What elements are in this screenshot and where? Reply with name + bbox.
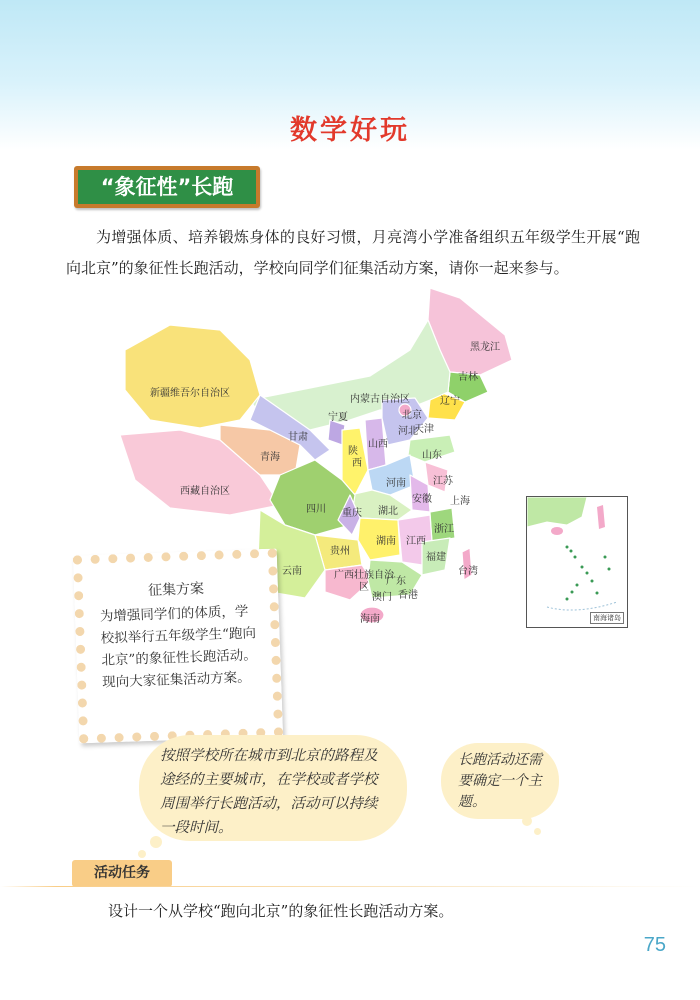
thought-dot: [138, 850, 146, 858]
map-label: 江西: [406, 536, 426, 547]
map-label: 西: [352, 458, 362, 469]
map-label: 海南: [360, 614, 380, 625]
map-label: 河北: [398, 426, 418, 437]
map-label: 甘肃: [288, 432, 308, 443]
notice-body: 为增强同学们的体质，学校拟举行五年级学生“跑向北京”的象征性长跑活动。现向大家征集活动方案。: [99, 603, 258, 691]
section-heading: “象征性”长跑: [78, 170, 256, 204]
inset-map: [527, 497, 627, 627]
map-label: 山东: [422, 450, 442, 461]
map-label: 宁夏: [328, 412, 348, 423]
map-label: 黑龙江: [470, 342, 500, 353]
task-text: 设计一个从学校“跑向北京”的象征性长跑活动方案。: [108, 902, 454, 920]
map-label: 浙江: [434, 524, 454, 535]
map-label: 四川: [306, 504, 326, 515]
map-label: 上海: [450, 496, 470, 507]
map-label: 台湾: [458, 566, 478, 577]
map-label: 湖北: [378, 506, 398, 517]
map-label: 北京: [402, 410, 422, 421]
page-title: 数学好玩: [290, 115, 410, 146]
intro-paragraph: 为增强体质、培养锻炼身体的良好习惯，月亮湾小学准备组织五年级学生开展“跑向北京”的象征性长跑活动，学校向同学们征集活动方案，请你一起来参与。: [66, 228, 640, 277]
task-divider: [0, 886, 700, 887]
map-label: 陕: [348, 446, 358, 457]
task-label: 活动任务: [72, 860, 172, 887]
thought-bubble-left-text: 按照学校所在城市到北京的路程及途经的主要城市，在学校或者学校周围举行长跑活动，活动可以持续一段时间。: [160, 748, 378, 836]
map-label: 青海: [260, 452, 280, 463]
map-label: 安徽: [412, 494, 432, 505]
map-label: 香港: [398, 590, 418, 601]
map-label: 重庆: [342, 508, 362, 519]
thought-bubble-right-text: 长跑活动还需要确定一个主题。: [458, 752, 542, 810]
map-label: 贵州: [330, 546, 350, 557]
notice-title: 征集方案: [147, 581, 205, 600]
notice-card: [73, 548, 283, 743]
page-number: 75: [643, 934, 666, 956]
map-label: 云南: [282, 566, 302, 577]
thought-dot: [522, 816, 532, 826]
map-label: 江苏: [433, 476, 453, 487]
map-label: 天津: [414, 424, 434, 435]
map-label: 吉林: [458, 372, 478, 383]
thought-dot: [534, 828, 541, 835]
section-banner: [74, 166, 260, 208]
map-label: 内蒙古自治区: [350, 394, 410, 405]
map-label: 西藏自治区: [180, 486, 230, 497]
map-label: 新疆维吾尔自治区: [150, 388, 230, 399]
map-label: 湖南: [376, 536, 396, 547]
map-label: 澳门: [372, 592, 392, 603]
map-label: 河南: [386, 478, 406, 489]
region-xinjiang: [125, 325, 260, 428]
inset-caption: 南海诸岛: [590, 612, 624, 624]
map-label: 广西壮族自治区: [334, 570, 394, 593]
map-label: 福建: [426, 552, 446, 563]
south-china-sea-inset: [526, 496, 628, 628]
map-label: 辽宁: [440, 396, 460, 407]
map-label: 广东: [386, 576, 406, 587]
map-label: 山西: [368, 439, 388, 450]
